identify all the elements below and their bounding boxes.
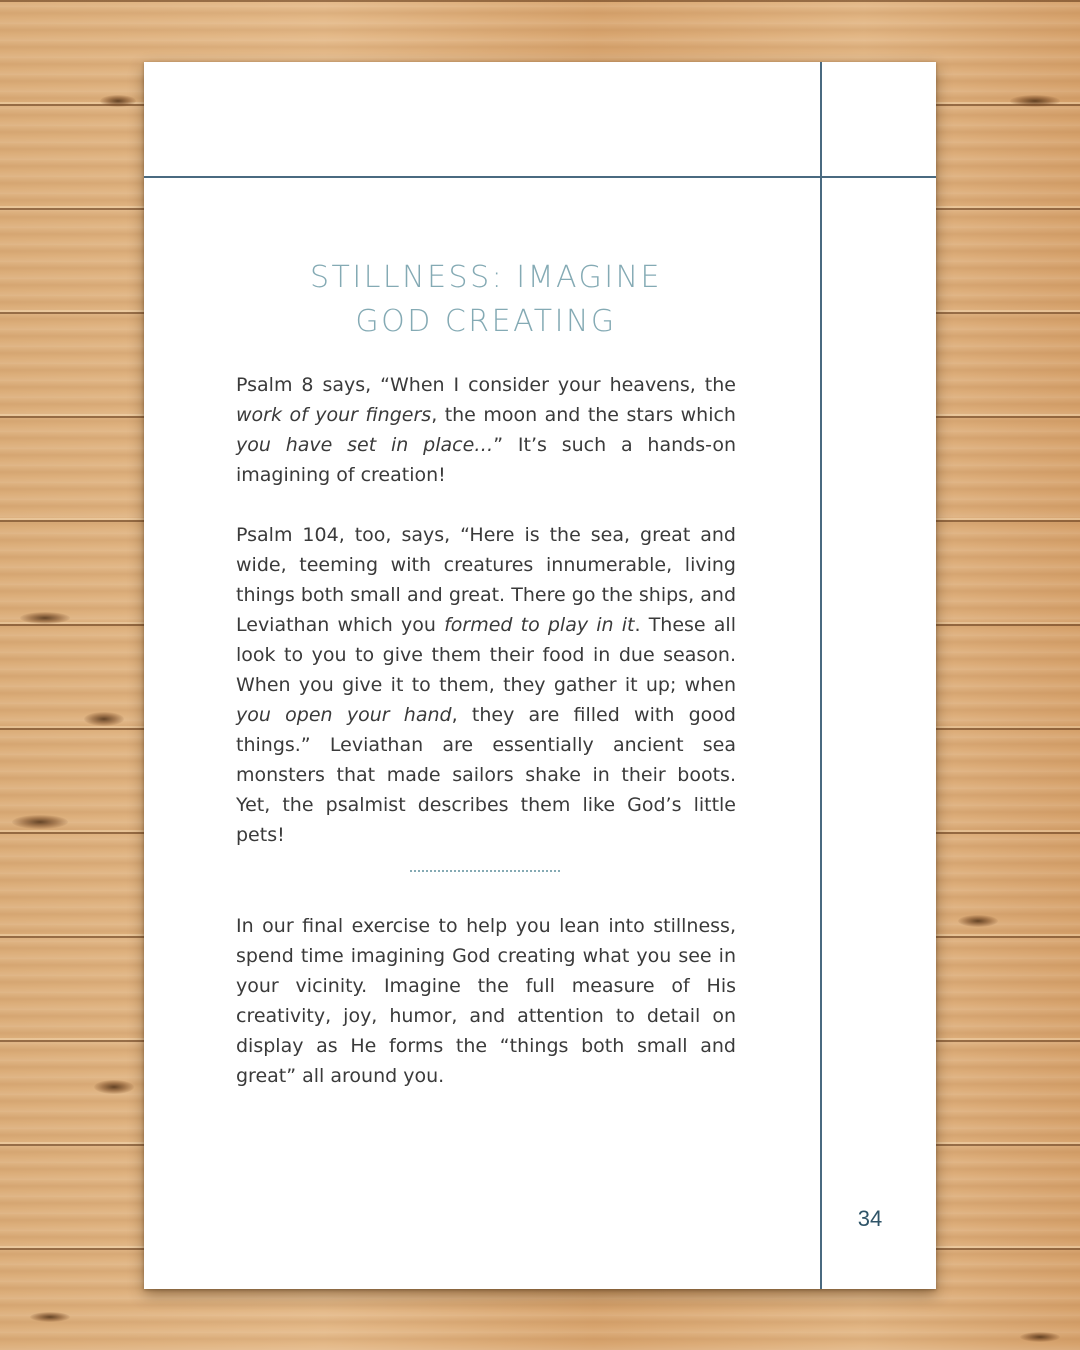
emphasized-text: you have set in place… (236, 434, 494, 456)
body-text-run: . These all look to you to give them their food in due season. When you give it to them, they gather it up; when (236, 614, 736, 696)
body-text-run: Psalm 8 says, “When I consider your heavens, the (236, 374, 736, 396)
paragraph-psalm-8 (236, 370, 736, 490)
wood-knot (1020, 1332, 1060, 1342)
wood-knot (100, 95, 136, 107)
body-text-run: Psalm 104, too, says, “Here is the sea, great and wide, teeming with creatures innumerable, living things both small and great. There go the ships, and Leviathan which you (236, 524, 736, 636)
emphasized-text: you open your hand (236, 704, 452, 726)
wood-knot (12, 815, 68, 829)
paragraph-psalm-104 (236, 520, 736, 850)
emphasized-text: formed to play in it (444, 614, 635, 636)
page-title (236, 256, 736, 344)
title-line-1: STILLNESS: IMAGINE (310, 260, 662, 295)
header-rule (144, 176, 936, 178)
wood-knot (30, 1312, 70, 1322)
body-text-run: ” It’s such a hands-on imagining of creation! (236, 434, 736, 486)
wood-knot (94, 1080, 134, 1094)
paragraph-final-exercise (236, 911, 736, 1091)
wood-knot (84, 712, 124, 726)
emphasized-text: work of your fingers (236, 404, 432, 426)
wood-knot (958, 915, 998, 927)
wood-knot (1010, 95, 1060, 107)
section-divider (410, 870, 560, 872)
margin-rule (820, 62, 822, 1289)
book-page (144, 62, 936, 1289)
body-text-run: In our final exercise to help you lean into stillness, spend time imagining God creating what you see in your vicinity. Imagine the full measure of His creativity, joy, humor, and attention to detail on display as He forms the “things both small and great” all around you. (236, 915, 736, 1087)
body-text-run: , the moon and the stars which (431, 404, 736, 426)
body-text-run: , they are filled with good things.” Leviathan are essentially ancient sea monsters that made sailors shake in their boots. Yet, the psalmist describes them like God’s little pets! (236, 704, 736, 846)
wood-knot (20, 612, 70, 624)
page-number: 34 (857, 1206, 883, 1231)
title-line-2: GOD CREATING (355, 304, 617, 339)
